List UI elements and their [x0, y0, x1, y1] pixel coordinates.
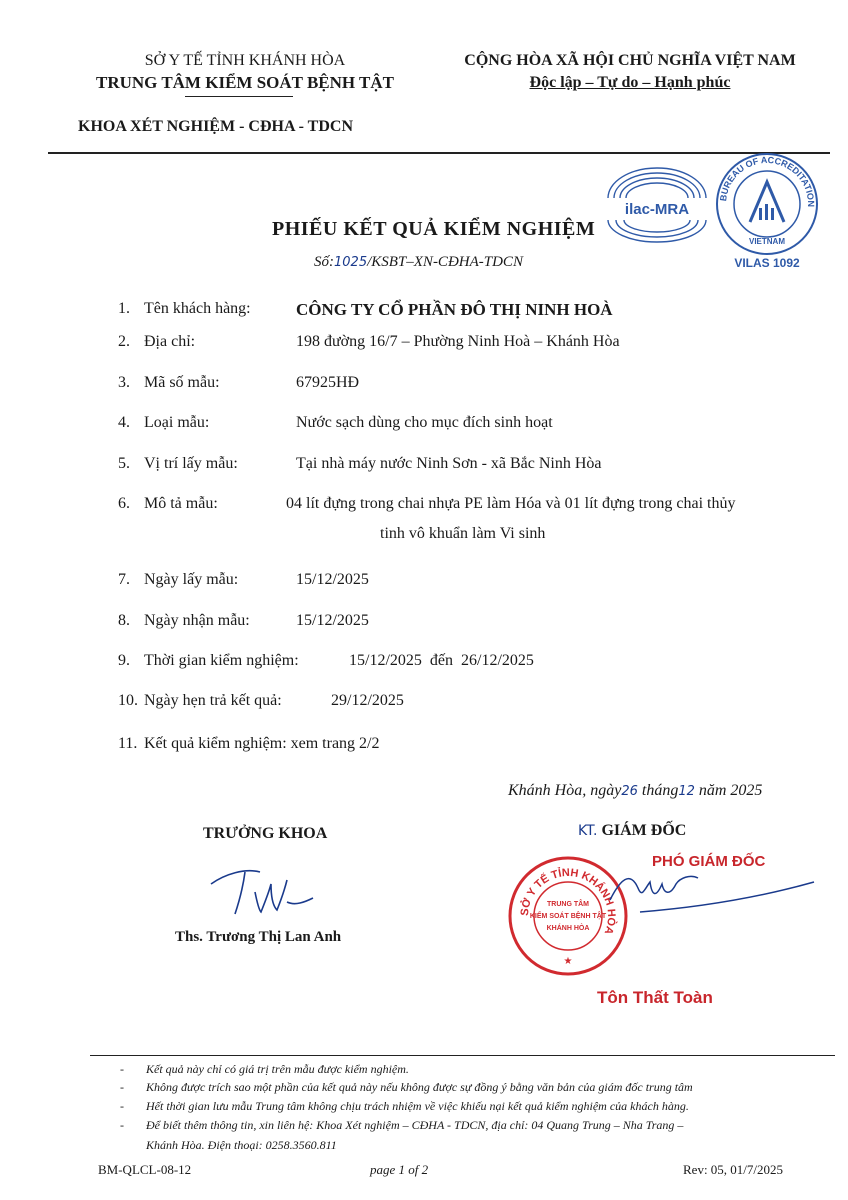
field-label: Ngày lấy mẫu: [144, 571, 239, 588]
stamp-ring-text: SỞ Y TẾ TỈNH KHÁNH HÒA [518, 866, 618, 937]
footnote: Để biết thêm thông tin, xin liên hệ: Khoa Xét nghiệm – CĐHA - TDCN, địa chỉ: 04 Quang Trung – Nha Trang – [146, 1118, 684, 1132]
form-code: BM-QLCL-08-12 [98, 1162, 192, 1177]
footnote-bullet: - [120, 1099, 124, 1113]
return-date-value: 29/12/2025 [331, 692, 404, 709]
field-num: 7. [118, 571, 130, 588]
field-num: 5. [118, 455, 130, 472]
vilas-number: VILAS 1092 [734, 256, 800, 270]
country-header [440, 50, 820, 94]
head-of-department-name: Ths. Trương Thị Lan Anh [175, 929, 342, 945]
field-label: Ngày hẹn trả kết quả: [144, 692, 282, 709]
director-name: Tôn Thất Toàn [597, 988, 713, 1007]
customer-name: CÔNG TY CỔ PHẦN ĐÔ THỊ NINH HOÀ [296, 300, 613, 319]
ilac-mra-logo [598, 158, 716, 244]
bureau-text: BUREAU OF ACCREDITATION [718, 154, 817, 207]
bureau-accreditation-logo [712, 152, 822, 270]
org-header [40, 50, 450, 94]
org-parent: SỞ Y TẾ TỈNH KHÁNH HÒA [144, 52, 346, 69]
sample-code-value: 67925HĐ [296, 374, 360, 391]
footnote-bullet: - [120, 1062, 124, 1076]
field-label: Loại mẫu: [144, 414, 210, 431]
date-year: năm 2025 [698, 782, 763, 799]
right-signature [600, 860, 820, 930]
field-label: Địa chỉ: [144, 333, 196, 350]
document-number [314, 254, 523, 271]
stamp-center-line1: TRUNG TÂM [547, 901, 589, 908]
footer-rule [90, 1055, 835, 1056]
field-num: 1. [118, 300, 130, 317]
field-label: Mã số mẫu: [144, 374, 220, 391]
testing-period-value: 15/12/2025 đến 26/12/2025 [349, 652, 534, 669]
sample-description-line1: 04 lít đựng trong chai nhựa PE làm Hóa và 01 lít đựng trong chai thủy [286, 495, 736, 512]
field-num: 8. [118, 612, 130, 629]
sample-description-line2: tinh vô khuẩn làm Vi sinh [380, 525, 546, 542]
director-label: GIÁM ĐỐC [601, 822, 687, 839]
field-num: 9. [118, 652, 130, 669]
date-prefix: Khánh Hòa, ngày [508, 782, 622, 799]
stamp-center-line2: KIỂM SOÁT BỆNH TẬT [529, 913, 607, 920]
kt-handwritten: KT. [578, 823, 598, 839]
footnote-bullet: - [120, 1080, 124, 1094]
doc-number-handwritten: 1025 [334, 255, 368, 270]
field-num: 6. [118, 495, 130, 512]
field-num: 10. [118, 692, 138, 709]
date-month-handwritten: 12 [678, 784, 695, 799]
country-name: CỘNG HÒA XÃ HỘI CHỦ NGHĨA VIỆT NAM [464, 52, 796, 69]
motto: Độc lập – Tự do – Hạnh phúc [529, 74, 731, 91]
page-number: page 1 of 2 [370, 1162, 429, 1177]
field-label: Thời gian kiểm nghiệm: [144, 652, 299, 669]
director-title [578, 822, 686, 840]
ilac-text: ilac-MRA [624, 201, 690, 218]
footnote-bullet: - [120, 1118, 124, 1132]
received-date-value: 15/12/2025 [296, 612, 369, 629]
footnote: Kết quả này chỉ có giá trị trên mẫu được kiểm nghiệm. [146, 1062, 409, 1076]
doc-number-suffix: /KSBT–XN-CĐHA-TDCN [367, 254, 523, 270]
department: KHOA XÉT NGHIỆM - CĐHA - TDCN [78, 118, 353, 135]
field-num: 3. [118, 374, 130, 391]
org-underline [185, 96, 293, 97]
date-month-word: tháng [641, 782, 679, 799]
sample-type-value: Nước sạch dùng cho mục đích sinh hoạt [296, 414, 553, 431]
bureau-country: VIETNAM [749, 237, 785, 246]
document-title: PHIẾU KẾT QUẢ KIỂM NGHIỆM [272, 218, 596, 240]
field-label: Vị trí lấy mẫu: [144, 455, 238, 472]
date-day-handwritten: 26 [621, 784, 638, 799]
address-value: 198 đường 16/7 – Phường Ninh Hoà – Khánh Hòa [296, 333, 620, 350]
footnote: Không được trích sao một phần của kết quả này nếu không được sự đồng ý bằng văn bản của giám đốc trung tâm [146, 1080, 693, 1094]
deputy-director-title: PHÓ GIÁM ĐỐC [652, 853, 766, 870]
footnote: Khánh Hòa. Điện thoại: 0258.3560.811 [146, 1138, 337, 1152]
field-num: 2. [118, 333, 130, 350]
field-num: 11. [118, 735, 138, 752]
stamp-center-line3: KHÁNH HÒA [546, 925, 590, 932]
stamp-star-icon: ★ [563, 956, 573, 967]
sampling-location-value: Tại nhà máy nước Ninh Sơn - xã Bắc Ninh Hòa [296, 455, 602, 472]
field-label: Tên khách hàng: [144, 300, 251, 317]
footnote: Hết thời gian lưu mẫu Trung tâm không chịu trách nhiệm về việc khiếu nại kết quả kiểm nghiệm của khách hàng. [146, 1099, 689, 1113]
field-num: 4. [118, 414, 130, 431]
field-label: Mô tả mẫu: [144, 495, 218, 512]
signing-date [508, 782, 762, 800]
field-label: Ngày nhận mẫu: [144, 612, 250, 629]
left-signature [205, 862, 315, 922]
revision: Rev: 05, 01/7/2025 [683, 1162, 784, 1177]
org-name: TRUNG TÂM KIỂM SOÁT BỆNH TẬT [95, 73, 395, 92]
head-of-department-title: TRƯỞNG KHOA [203, 825, 328, 842]
test-result-reference: Kết quả kiểm nghiệm: xem trang 2/2 [144, 735, 380, 752]
doc-number-prefix: Số: [314, 254, 334, 270]
sampling-date-value: 15/12/2025 [296, 571, 369, 588]
